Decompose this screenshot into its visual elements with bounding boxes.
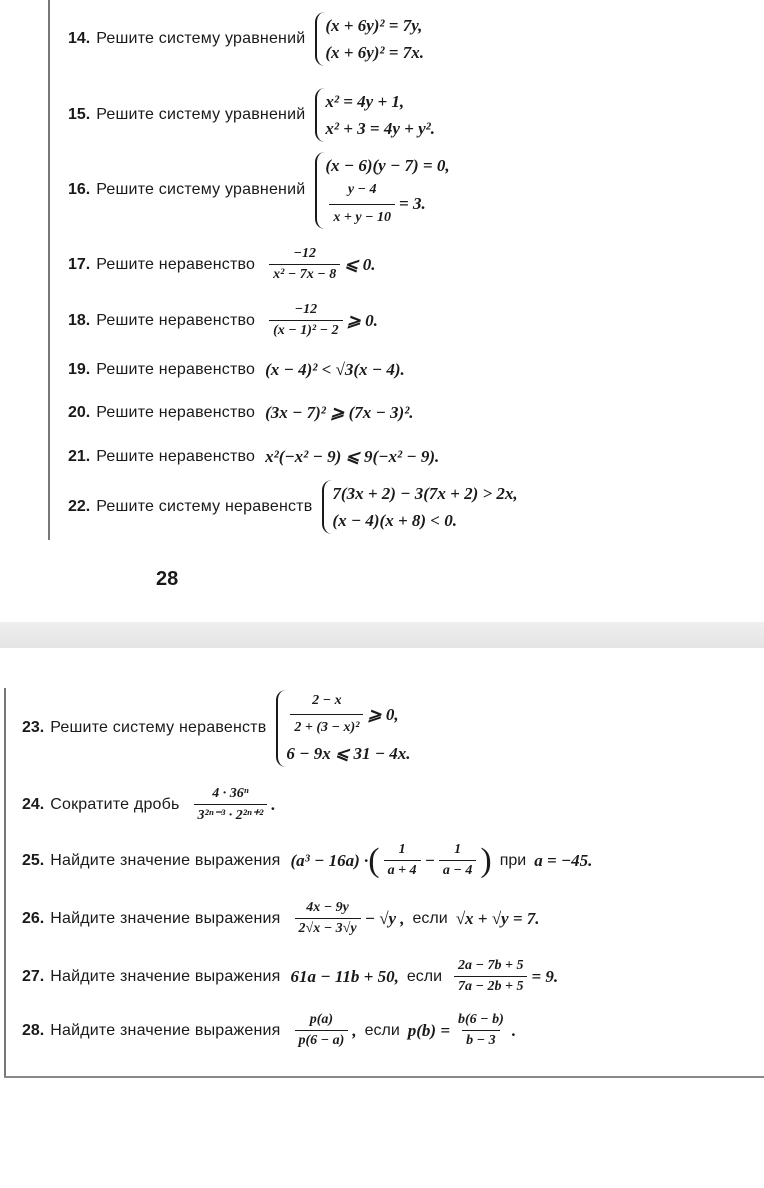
fraction [269,246,340,283]
formula [291,900,540,937]
problem-25 [22,842,592,879]
problem-number: 22. [68,498,91,516]
page-margin-line [4,688,6,1078]
problem-text: Решите систему уравнений [96,181,306,199]
equation-line: (x + 6y)² = 7y, [325,16,423,35]
condition-word: если [412,909,448,927]
problem-text: Решите неравенство [96,448,256,465]
fraction [295,900,361,937]
equation-line: x² + 3 = 4y + y². [325,119,435,139]
problem-number: 24. [22,796,45,813]
equation-line [325,179,449,229]
denominator: 2√x − 3√y [295,918,361,937]
inequality-line: 7(3x + 2) − 3(7x + 2) > 2x, [332,484,518,503]
problem-text: Сократите дробь [50,796,180,813]
inequality-line [286,690,410,740]
problem-23 [22,690,411,767]
page-number: 28 [156,568,179,590]
equation-line: x² = 4y + 1, [325,92,405,111]
problem-text: Найдите значение выражения [50,909,281,927]
fraction [295,1012,349,1049]
denominator: 2 + (3 − x)² [290,714,363,739]
numerator: 2 − x [312,693,342,708]
denominator: a + 4 [384,860,421,879]
problem-text: Решите неравенство [96,361,256,378]
inequality-line: 6 − 9x ⩽ 31 − 4x. [286,743,411,763]
problem-28 [22,1012,516,1049]
formula [265,302,378,339]
problem-text: Решите систему уравнений [96,30,306,48]
problem-17 [68,246,376,283]
formula [291,958,559,995]
equation-system [315,152,449,229]
numerator: p(a) [309,1012,334,1027]
problem-number: 28. [22,1021,45,1039]
problem-22 [68,480,518,534]
numerator: 2a − 7b + 5 [458,958,524,973]
formula-tail: − √y , [364,908,405,928]
problem-14 [68,12,424,66]
formula [291,1012,517,1049]
formula: (3x − 7)² ⩾ (7x − 3)². [265,403,414,422]
right-paren: ) [480,841,492,879]
formula: x²(−x² − 9) ⩽ 9(−x² − 9). [265,447,440,466]
formula [190,786,276,824]
problem-24 [22,786,276,824]
problem-text: Решите систему неравенств [96,498,313,516]
denominator: b − 3 [462,1030,499,1049]
formula-tail: ⩾ 0. [346,310,378,330]
equation-system [315,12,424,66]
formula-head: 61a − 11b + 50, [290,966,399,986]
condition-word: при [499,851,527,869]
problem-number: 19. [68,361,91,378]
bottom-page [0,648,764,1188]
problem-number: 26. [22,909,45,927]
problem-20 [68,403,414,423]
problem-text: Решите неравенство [96,404,256,421]
fraction [454,1012,508,1049]
fraction [454,958,527,995]
problem-text: Найдите значение выражения [50,1021,281,1039]
problem-number: 21. [68,448,91,465]
problem-number: 16. [68,181,91,199]
problem-text: Решите неравенство [96,255,256,273]
denominator: 3²ⁿ⁻³ · 2²ⁿ⁺² [194,804,268,824]
problem-27 [22,958,558,995]
formula-tail: = 9. [531,966,559,986]
fraction [194,786,268,824]
denominator: (x − 1)² − 2 [269,320,343,339]
left-paren: ( [368,841,380,879]
formula: (x − 4)² < √3(x − 4). [265,360,405,379]
equation-system [315,88,435,142]
denominator: 7a − 2b + 5 [454,976,527,995]
fraction [384,842,421,879]
problem-text: Найдите значение выражения [50,967,281,985]
condition-head: p(b) = [407,1020,451,1040]
numerator: 4x − 9y [306,900,349,915]
equation-line: (x + 6y)² = 7x. [325,43,424,63]
problem-number: 27. [22,967,45,985]
inequality-system [322,480,517,534]
problem-number: 20. [68,404,91,421]
inequality-system [276,690,410,767]
condition: a = −45. [534,850,593,870]
formula [265,246,375,283]
condition-tail: . [511,1020,517,1040]
problem-text: Решите систему неравенств [50,719,267,737]
problem-26 [22,900,540,937]
formula [291,842,593,879]
denominator: p(6 − a) [295,1030,349,1049]
problem-number: 25. [22,851,45,869]
equation-line: (x − 6)(y − 7) = 0, [325,156,450,175]
condition: √x + √y = 7. [455,908,540,928]
page-separator [0,622,764,648]
numerator: 1 [398,842,406,857]
numerator: −12 [294,302,318,317]
numerator: 4 · 36ⁿ [212,786,249,801]
page-bottom-rule [4,1076,764,1078]
problem-number: 15. [68,106,91,124]
problem-21 [68,447,439,467]
problem-number: 23. [22,719,45,737]
numerator: 1 [454,842,462,857]
numerator: y − 4 [347,182,377,198]
problem-text: Найдите значение выражения [50,851,281,869]
fraction [439,842,476,879]
inequality-line: (x − 4)(x + 8) < 0. [332,511,457,531]
problem-text: Решите систему уравнений [96,106,306,124]
denominator: x + y − 10 [329,204,395,229]
condition-word: если [406,967,442,985]
fraction [329,179,395,229]
denominator: x² − 7x − 8 [269,264,340,283]
numerator: −12 [293,246,316,261]
problem-number: 17. [68,255,91,273]
denominator: a − 4 [439,860,476,879]
fraction [290,690,363,740]
problem-number: 14. [68,30,91,48]
problem-15 [68,88,435,142]
problem-16 [68,152,450,229]
problem-number: 18. [68,311,91,329]
page-margin-line [48,0,50,540]
formula-tail: . [271,795,276,814]
condition-word: если [364,1021,400,1039]
minus-sign: − [424,850,435,870]
formula-head: (a³ − 16a) · [290,850,369,870]
problem-18 [68,302,378,339]
problem-text: Решите неравенство [96,311,256,329]
numerator: b(6 − b) [458,1012,504,1027]
formula-tail: , [352,1020,357,1040]
formula-tail: ⩽ 0. [344,254,376,274]
inequality-tail: ⩾ 0, [367,705,399,725]
fraction [269,302,343,339]
problem-19 [68,360,405,380]
equation-tail: = 3. [399,194,426,214]
